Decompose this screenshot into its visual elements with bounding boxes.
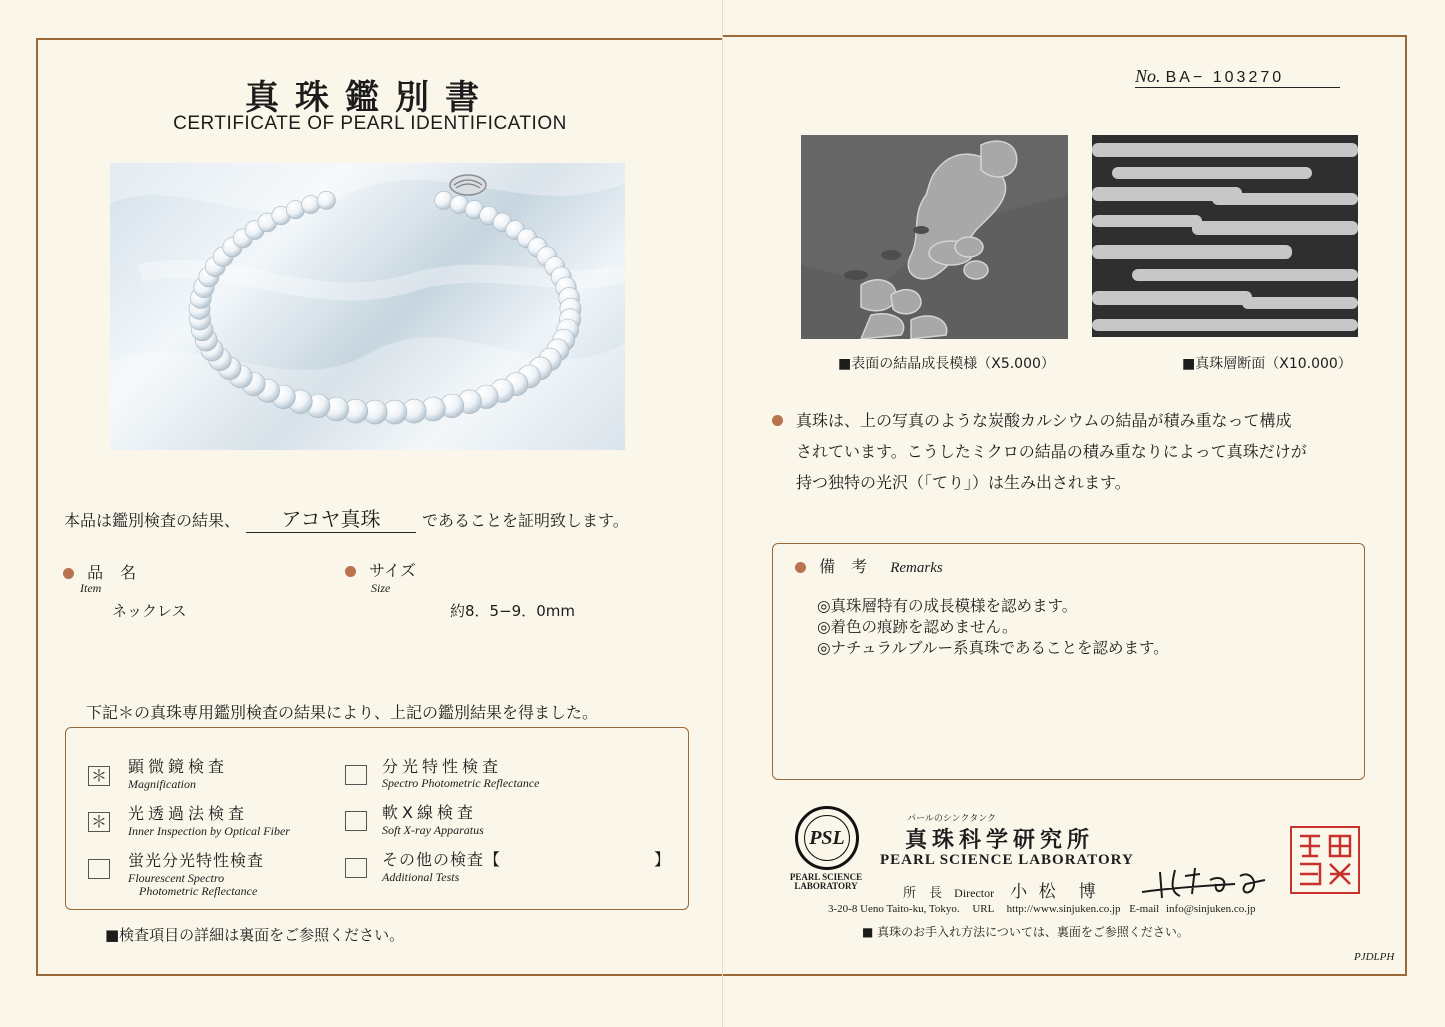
pearl xyxy=(435,191,453,209)
remark-item: ◎真珠層特有の成長模様を認めます。 xyxy=(817,597,1078,615)
logo-caption-line: PEARL SCIENCE xyxy=(789,872,863,882)
lab-tagline: パールのシンクタンク xyxy=(907,814,997,824)
director-label-jp: 所 長 xyxy=(903,886,943,901)
certify-prefix: 本品は鑑別検査の結果、 xyxy=(64,511,241,530)
size-label-en: Size xyxy=(371,581,391,595)
test-label-en: Spectro Photometric Reflectance xyxy=(382,776,540,790)
test-label-en: Inner Inspection by Optical Fiber xyxy=(128,824,290,838)
care-note: ■ 真珠のお手入れ方法については、裏面をご参照ください。 xyxy=(862,925,1189,939)
description-line: 持つ独特の光沢（「てり」）は生み出されます。 xyxy=(796,473,1131,492)
logo-caption-line: LABORATORY xyxy=(794,881,858,891)
lab-email: info@sinjuken.co.jp xyxy=(1165,903,1256,915)
tests-intro: 下記＊の真珠専用鑑別検査の結果により、上記の鑑別結果を得ました。 xyxy=(86,703,599,722)
sem-surface-image xyxy=(801,135,1068,339)
test-checkbox-xray xyxy=(345,811,367,831)
sem-cross-section-image xyxy=(1092,135,1358,337)
remarks-label-en: Remarks xyxy=(890,560,943,576)
tests-note: ■検査項目の詳細は裏面をご参照ください。 xyxy=(105,926,405,944)
seal-graphic xyxy=(1292,828,1358,892)
test-label-jp: 軟X線検査 xyxy=(382,803,477,822)
test-checkbox-optical-fiber: ＊ xyxy=(88,812,110,832)
certificate-number xyxy=(1135,66,1340,88)
test-label-jp: その他の検査【 xyxy=(382,850,502,869)
test-label-jp: 顕微鏡検査 xyxy=(128,757,229,776)
psl-logo xyxy=(795,806,859,870)
lab-address: 3-20-8 Ueno Taito-ku, Tokyo. xyxy=(828,903,960,915)
remark-item: ◎着色の痕跡を認めません。 xyxy=(817,618,1018,636)
test-bracket-close: 】 xyxy=(654,850,675,869)
description-line: 真珠は、上の写真のような炭酸カルシウムの結晶が積み重なって構成 xyxy=(796,411,1292,430)
url-label: URL xyxy=(972,903,994,915)
test-label-jp: 蛍光分光特性検査 xyxy=(128,851,265,870)
director-signature xyxy=(1140,862,1275,902)
test-checkbox-spectro xyxy=(345,765,367,785)
bullet-icon xyxy=(795,562,806,573)
remarks-header xyxy=(795,554,943,577)
remarks-box xyxy=(772,543,1365,780)
item-value: ネックレス xyxy=(112,602,187,620)
certify-suffix: であることを証明致します。 xyxy=(422,511,629,530)
director-line xyxy=(903,877,1099,902)
bullet-icon xyxy=(772,415,783,426)
necklace-photo xyxy=(110,163,625,450)
remark-item: ◎ナチュラルブルー系真珠であることを認めます。 xyxy=(817,639,1169,657)
test-label-jp: 光透過法検査 xyxy=(128,804,249,823)
certification-statement xyxy=(64,503,704,533)
item-label-en: Item xyxy=(80,581,102,595)
pearl xyxy=(317,191,335,209)
item-label xyxy=(63,560,142,583)
remarks-label-jp: 備 考 xyxy=(819,557,868,576)
pearl-type: アコヤ真珠 xyxy=(246,503,416,533)
description-line: されています。こうしたミクロの結晶の積み重なりによって真珠だけが xyxy=(796,442,1307,461)
sem-cross-section-graphic xyxy=(1092,135,1358,337)
director-label-en: Director xyxy=(954,886,995,900)
bullet-icon xyxy=(345,566,356,577)
lab-contact xyxy=(828,903,1256,915)
number-prefix: No. xyxy=(1135,66,1161,86)
footer-code: PJDLPH xyxy=(1354,951,1395,963)
item-label-jp: 品 名 xyxy=(87,563,143,582)
remarks-list xyxy=(817,596,1169,659)
test-label-en: Additional Tests xyxy=(382,870,460,884)
size-label-jp: サイズ xyxy=(369,561,416,580)
logo-caption xyxy=(778,873,874,891)
director-name: 小 松 博 xyxy=(1010,882,1099,902)
test-checkbox-fluorescent xyxy=(88,859,110,879)
size-label xyxy=(345,558,416,581)
test-label-en: Flourescent Spectro xyxy=(128,871,225,885)
lab-url: http://www.sinjuken.co.jp xyxy=(1006,903,1121,915)
sem-surface-caption: ■表面の結晶成長模様（X5.000） xyxy=(838,356,1055,372)
test-label-jp: 分光特性検査 xyxy=(382,757,503,776)
size-value: 約8．5−9．0mm xyxy=(450,602,575,620)
lab-seal-stamp xyxy=(1290,826,1360,894)
test-checkbox-magnification: ＊ xyxy=(88,766,110,786)
sem-surface-graphic xyxy=(801,135,1068,339)
tests-box xyxy=(65,727,689,910)
pearl xyxy=(302,195,320,213)
number-value: BA− 103270 xyxy=(1165,69,1285,86)
certificate-title-jp: 真珠鑑別書 xyxy=(245,78,495,118)
pearl-necklace-image xyxy=(110,163,625,450)
email-label: E-mail xyxy=(1129,903,1160,915)
lab-name-en: PEARL SCIENCE LABORATORY xyxy=(880,852,1134,868)
sem-cross-section-caption: ■真珠層断面（X10.000） xyxy=(1182,356,1352,372)
certificate-title-en: CERTIFICATE OF PEARL IDENTIFICATION xyxy=(173,113,567,134)
lab-name-jp: 真珠科学研究所 xyxy=(905,827,1095,853)
bullet-icon xyxy=(63,568,74,579)
test-checkbox-additional xyxy=(345,858,367,878)
test-label-en-2: Photometric Reflectance xyxy=(139,884,258,898)
description xyxy=(772,405,1372,498)
psl-logo-mark: PSL xyxy=(804,815,850,861)
test-label-en: Magnification xyxy=(128,777,196,791)
test-label-en: Soft X-ray Apparatus xyxy=(382,823,484,837)
